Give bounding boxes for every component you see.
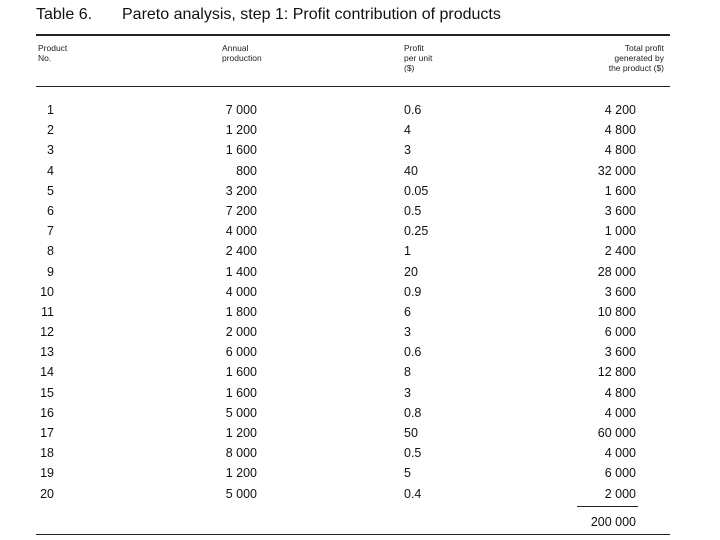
- cell-product-no: 8: [47, 244, 54, 259]
- cell-total-profit: 1 000: [604, 224, 636, 239]
- cell-annual-production: 8 000: [225, 446, 257, 461]
- header-total-profit: Total profit generated by the product ($): [608, 43, 664, 73]
- cell-total-profit: 4 000: [604, 446, 636, 461]
- cell-annual-production: 1 600: [225, 143, 257, 158]
- table-row: [0, 123, 720, 143]
- cell-profit-per-unit: 0.8: [404, 405, 422, 420]
- table-title: Pareto analysis, step 1: Profit contribution of products: [122, 6, 501, 23]
- table-row: [0, 386, 720, 406]
- table-row: [0, 244, 720, 264]
- table-row: [0, 305, 720, 325]
- cell-product-no: 10: [40, 284, 54, 299]
- cell-annual-production: 1 800: [225, 304, 257, 319]
- cell-annual-production: 3 200: [225, 183, 257, 198]
- cell-product-no: 15: [40, 385, 54, 400]
- cell-annual-production: 1 600: [225, 385, 257, 400]
- cell-annual-production: 6 000: [225, 345, 257, 360]
- cell-annual-production: 5 000: [225, 405, 257, 420]
- cell-annual-production: 2 400: [225, 244, 257, 259]
- cell-product-no: 7: [47, 224, 54, 239]
- cell-profit-per-unit: 3: [404, 325, 411, 340]
- table-row: [0, 103, 720, 123]
- cell-total-profit: 3 600: [604, 345, 636, 360]
- table-row: [0, 345, 720, 365]
- cell-annual-production: 4 000: [225, 284, 257, 299]
- cell-profit-per-unit: 6: [404, 304, 411, 319]
- cell-total-profit: 32 000: [597, 163, 636, 178]
- cell-annual-production: 1 200: [225, 123, 257, 138]
- cell-total-profit: 12 800: [597, 365, 636, 380]
- table-row: [0, 265, 720, 285]
- cell-product-no: 5: [47, 183, 54, 198]
- cell-profit-per-unit: 0.05: [404, 183, 429, 198]
- cell-annual-production: 800: [236, 163, 257, 178]
- cell-product-no: 16: [40, 405, 54, 420]
- table-row: [0, 285, 720, 305]
- cell-product-no: 17: [40, 426, 54, 440]
- cell-profit-per-unit: 0.4: [404, 486, 422, 501]
- table-row: [0, 466, 720, 486]
- cell-annual-production: 1 200: [225, 426, 257, 440]
- cell-profit-per-unit: 3: [404, 143, 411, 158]
- table-caption: [36, 6, 501, 24]
- cell-annual-production: 7 200: [225, 203, 257, 218]
- cell-profit-per-unit: 0.5: [404, 203, 422, 218]
- cell-total-profit: 4 800: [604, 143, 636, 158]
- cell-total-profit: 28 000: [597, 264, 636, 279]
- table-body: [0, 103, 720, 507]
- cell-profit-per-unit: 0.25: [404, 224, 429, 239]
- bottom-rule: [36, 534, 670, 535]
- grand-total: 200 000: [590, 515, 636, 529]
- cell-annual-production: 2 000: [225, 325, 257, 340]
- total-rule: [577, 506, 638, 507]
- table-row: [0, 164, 720, 184]
- cell-profit-per-unit: 3: [404, 385, 411, 400]
- cell-total-profit: 2 000: [604, 486, 636, 501]
- cell-total-profit: 2 400: [604, 244, 636, 259]
- cell-product-no: 19: [40, 466, 54, 481]
- top-rule: [36, 34, 670, 36]
- cell-total-profit: 6 000: [604, 325, 636, 340]
- cell-product-no: 14: [40, 365, 54, 380]
- cell-product-no: 13: [40, 345, 54, 360]
- table-row: [0, 224, 720, 244]
- cell-profit-per-unit: 20: [404, 264, 418, 279]
- cell-product-no: 18: [40, 446, 54, 461]
- cell-product-no: 6: [47, 203, 54, 218]
- cell-product-no: 12: [40, 325, 54, 340]
- table-number: Table 6.: [36, 6, 93, 23]
- header-rule: [36, 86, 670, 87]
- cell-profit-per-unit: 0.9: [404, 284, 422, 299]
- cell-annual-production: 4 000: [225, 224, 257, 239]
- cell-total-profit: 10 800: [597, 304, 636, 319]
- cell-profit-per-unit: 4: [404, 123, 411, 138]
- cell-total-profit: 1 600: [604, 183, 636, 198]
- cell-total-profit: 60 000: [597, 426, 636, 440]
- cell-profit-per-unit: 1: [404, 244, 411, 259]
- cell-total-profit: 3 600: [604, 284, 636, 299]
- table-row: [0, 406, 720, 426]
- cell-profit-per-unit: 40: [404, 163, 418, 178]
- header-product-no: Product No.: [38, 43, 68, 63]
- cell-profit-per-unit: 0.6: [404, 345, 422, 360]
- cell-annual-production: 7 000: [225, 103, 257, 117]
- cell-product-no: 20: [40, 486, 54, 501]
- cell-total-profit: 6 000: [604, 466, 636, 481]
- header-profit-per-unit: Profit per unit ($): [404, 43, 433, 73]
- cell-profit-per-unit: 0.6: [404, 103, 422, 117]
- cell-total-profit: 4 800: [604, 385, 636, 400]
- cell-profit-per-unit: 50: [404, 426, 418, 440]
- table-row: [0, 426, 720, 446]
- table-row: [0, 184, 720, 204]
- cell-product-no: 9: [47, 264, 54, 279]
- cell-annual-production: 5 000: [225, 486, 257, 501]
- table-row: [0, 325, 720, 345]
- table-row: [0, 204, 720, 224]
- table-row: [0, 487, 720, 507]
- cell-annual-production: 1 400: [225, 264, 257, 279]
- cell-product-no: 2: [47, 123, 54, 138]
- table-row: [0, 143, 720, 163]
- cell-product-no: 3: [47, 143, 54, 158]
- table-row: [0, 365, 720, 385]
- cell-annual-production: 1 600: [225, 365, 257, 380]
- cell-annual-production: 1 200: [225, 466, 257, 481]
- cell-profit-per-unit: 8: [404, 365, 411, 380]
- table-row: [0, 446, 720, 466]
- cell-product-no: 4: [47, 163, 54, 178]
- cell-total-profit: 4 200: [604, 103, 636, 117]
- cell-profit-per-unit: 5: [404, 466, 411, 481]
- cell-product-no: 1: [47, 103, 54, 117]
- cell-total-profit: 4 800: [604, 123, 636, 138]
- cell-profit-per-unit: 0.5: [404, 446, 422, 461]
- cell-product-no: 11: [41, 304, 54, 319]
- cell-total-profit: 3 600: [604, 203, 636, 218]
- header-annual-production: Annual production: [222, 43, 262, 63]
- cell-total-profit: 4 000: [604, 405, 636, 420]
